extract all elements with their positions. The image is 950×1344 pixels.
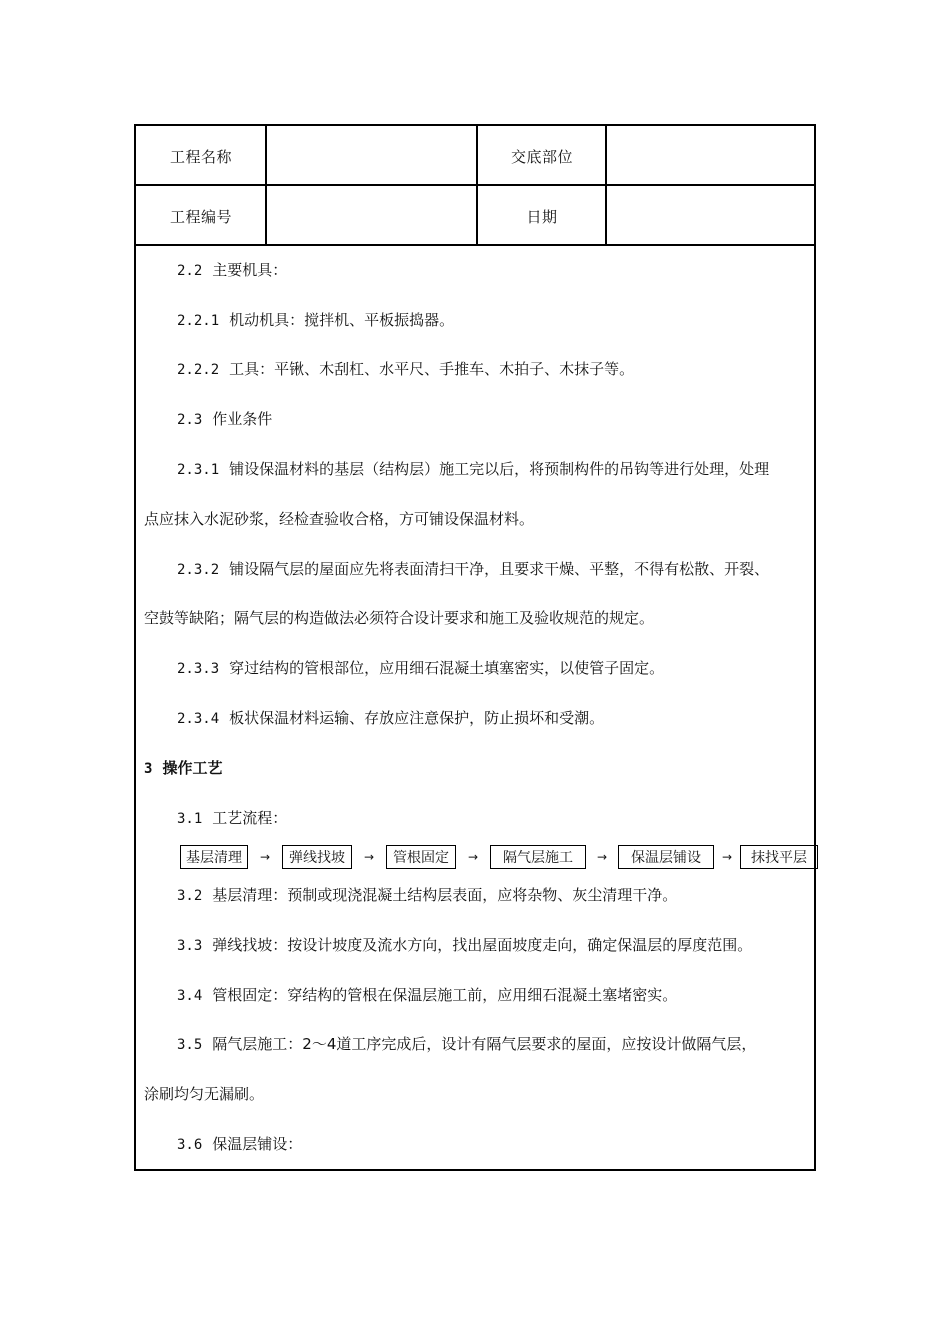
paragraph	[144, 935, 809, 956]
paragraph-number: 2.3	[177, 412, 203, 428]
paragraph-text: 铺设隔气层的屋面应先将表面清扫干净，且要求干燥、平整，不得有松散、开裂、	[229, 560, 770, 578]
paragraph	[144, 985, 809, 1006]
flow-step: 基层清理	[180, 845, 248, 869]
paragraph	[144, 885, 809, 906]
paragraph	[144, 459, 809, 480]
paragraph-text: 板状保温材料运输、存放应注意保护，防止损坏和受潮。	[229, 709, 605, 727]
paragraph	[144, 1034, 809, 1055]
paragraph-text: 作业条件	[212, 410, 273, 428]
paragraph-text: 机动机具：搅拌机、平板振捣器。	[229, 311, 455, 329]
table-divider	[476, 126, 478, 246]
paragraph-text: 隔气层施工：2～4道工序完成后，设计有隔气层要求的屋面，应按设计做隔气层，	[212, 1035, 757, 1053]
paragraph-continuation: 空鼓等缺陷；隔气层的构造做法必须符合设计要求和施工及验收规范的规定。	[144, 609, 655, 627]
flow-step: 管根固定	[386, 845, 456, 869]
paragraph-text: 管根固定：穿结构的管根在保温层施工前，应用细石混凝土塞堵密实。	[212, 986, 678, 1004]
paragraph	[144, 559, 809, 580]
section-number: 3	[144, 761, 153, 777]
arrow-right-icon: →	[721, 850, 733, 864]
arrow-right-icon: →	[363, 850, 375, 864]
disclosure-part-field[interactable]	[608, 126, 814, 186]
process-flow	[180, 844, 818, 870]
paragraph-text: 穿过结构的管根部位，应用细石混凝土填塞密实，以使管子固定。	[229, 659, 665, 677]
paragraph-number: 2.3.1	[177, 462, 220, 478]
section-heading	[144, 758, 809, 779]
paragraph-text: 基层清理：预制或现浇混凝土结构层表面，应将杂物、灰尘清理干净。	[212, 886, 678, 904]
paragraph-continuation: 涂刷均匀无漏刷。	[144, 1085, 265, 1103]
disclosure-sheet	[134, 124, 816, 1171]
paragraph-number: 3.6	[177, 1137, 203, 1153]
flow-step: 隔气层施工	[490, 845, 586, 869]
flow-step: 保温层铺设	[618, 845, 714, 869]
table-divider	[136, 244, 814, 246]
paragraph-number: 2.3.2	[177, 562, 220, 578]
paragraph-number: 2.2.1	[177, 313, 220, 329]
paragraph-number: 2.2	[177, 263, 203, 279]
table-divider	[605, 126, 607, 246]
paragraph	[144, 808, 809, 829]
paragraph-text: 保温层铺设：	[212, 1135, 303, 1153]
project-name-label: 工程名称	[169, 147, 232, 166]
paragraph	[144, 658, 809, 679]
section-title: 操作工艺	[162, 759, 223, 777]
header-table	[136, 126, 814, 246]
project-name-field[interactable]	[268, 126, 476, 186]
paragraph-text: 工具：平锹、木刮杠、水平尺、手推车、木拍子、木抹子等。	[229, 360, 635, 378]
date-field[interactable]	[608, 186, 814, 246]
paragraph	[144, 409, 809, 430]
paragraph-number: 2.3.3	[177, 661, 220, 677]
project-no-field[interactable]	[268, 186, 476, 246]
date-label: 日期	[526, 207, 558, 226]
paragraph-number: 2.2.2	[177, 362, 220, 378]
table-divider	[265, 126, 267, 246]
flow-step: 抹找平层	[740, 845, 818, 869]
disclosure-part-label: 交底部位	[510, 147, 573, 166]
flow-step: 弹线找坡	[282, 845, 352, 869]
paragraph-text: 主要机具：	[212, 261, 288, 279]
arrow-right-icon: →	[259, 850, 271, 864]
paragraph-continuation: 点应抹入水泥砂浆，经检查验收合格，方可铺设保温材料。	[144, 510, 535, 528]
paragraph	[144, 1134, 809, 1155]
arrow-right-icon: →	[467, 850, 479, 864]
paragraph-text: 弹线找坡：按设计坡度及流水方向，找出屋面坡度走向，确定保温层的厚度范围。	[212, 936, 753, 954]
paragraph	[144, 708, 809, 729]
paragraph-number: 3.5	[177, 1037, 203, 1053]
arrow-right-icon: →	[596, 850, 608, 864]
paragraph-number: 3.3	[177, 938, 203, 954]
paragraph	[144, 310, 809, 331]
project-no-label: 工程编号	[169, 207, 232, 226]
paragraph	[144, 260, 809, 281]
paragraph-text: 铺设保温材料的基层（结构层）施工完以后，将预制构件的吊钩等进行处理，处理	[229, 460, 770, 478]
paragraph-number: 3.4	[177, 988, 203, 1004]
paragraph-number: 2.3.4	[177, 711, 220, 727]
paragraph-number: 3.2	[177, 888, 203, 904]
table-divider	[136, 184, 814, 186]
paragraph	[144, 359, 809, 380]
paragraph-text: 工艺流程：	[212, 809, 288, 827]
paragraph-number: 3.1	[177, 811, 203, 827]
